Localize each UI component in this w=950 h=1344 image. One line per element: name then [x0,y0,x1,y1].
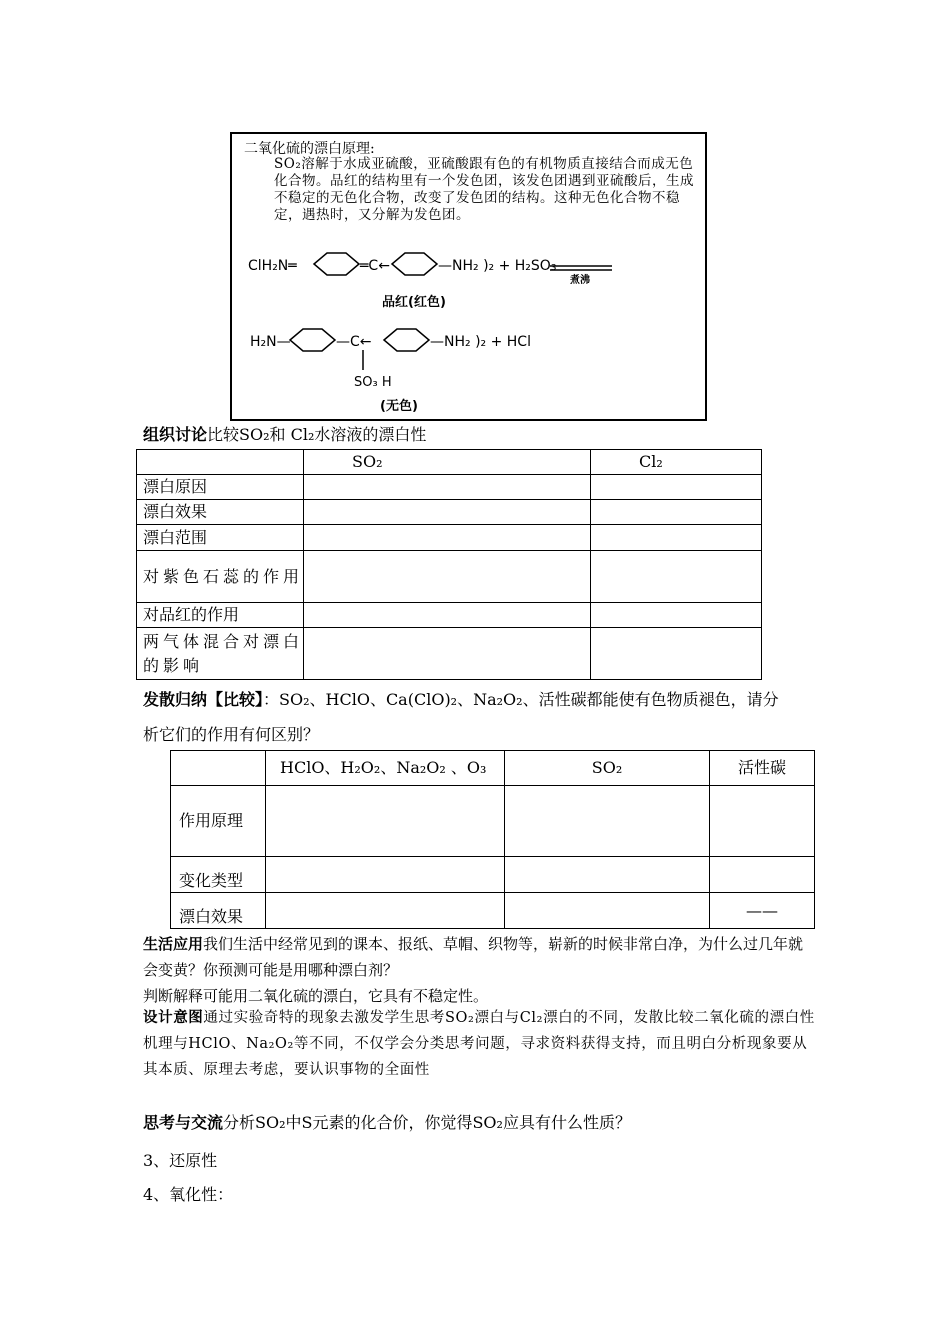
table-row [137,500,762,525]
table-row [171,857,815,893]
eq2-right: —NH₂ )₂ + HCl [430,334,531,350]
benzene-ring-3 [290,329,335,351]
application-text-2: 判断解释可能用二氧化硫的漂白，它具有不稳定性。 [143,987,489,1005]
table-cell [710,857,815,893]
table-cell [505,893,710,929]
benzene-ring-4 [384,329,429,351]
table-header-oxidizers: HClO、H₂O₂、Na₂O₂ 、O₃ [266,751,505,786]
table-cell [304,603,591,628]
table-row [171,786,815,857]
table-row [171,751,815,786]
think-label: 思考与交流 [143,1113,224,1132]
eq1-mid: ═C← [360,258,390,274]
eq2-left: H₂N— [250,334,291,350]
eq1-right: —NH₂ )₂ + H₂SO₃ [438,258,557,274]
label-colorless: (无色) [380,399,418,414]
section-discussion [143,425,426,445]
eq1-left: ClH₂N═ [248,258,297,274]
table-row [137,551,762,603]
box-title: 二氧化硫的漂白原理: [244,141,375,157]
table-header-activated-carbon: 活性碳 [710,751,815,786]
row-label: 对品红的作用 [137,603,304,628]
table-cell [304,525,591,551]
design-intent-text: 通过实验奇特的现象去激发学生思考SO₂漂白与Cl₂漂白的不同，发散比较二氧化硫的漂白性机理与HClO、Na₂O₂等不同，不仅学会分类思考问题，寻求资料获得支持，而且明白分析现象要从其本质、原理去考虑，要认识事物的全面性 [143,1010,815,1078]
table-cell [304,475,591,500]
table-cell [591,603,762,628]
row-label: 对紫色石蕊的作用 [137,551,304,603]
row-label: 漂白原因 [137,475,304,500]
table-cell [591,551,762,603]
application-text: 我们生活中经常见到的课本、报纸、草帽、织物等，崭新的时候非常白净，为什么过几年就会变黄？你预测可能是用哪种漂白剂？ [143,935,804,979]
table-cell [266,786,505,857]
structure-diagram [232,246,701,414]
table-header-so2: SO₂ [505,751,710,786]
section-think [143,1113,631,1133]
table-cell [505,857,710,893]
bleaching-principle-box [230,132,707,421]
eq-condition: 煮沸 [570,275,590,286]
application-label: 生活应用 [143,935,204,953]
compare-label: 发散归纳【比较】 [143,690,264,709]
design-intent-label: 设计意图 [143,1010,204,1026]
eq2-mid: —C← [336,334,372,350]
row-label: 两气体混合对漂白的影响 [137,628,304,680]
row-label: 漂白效果 [137,500,304,525]
benzene-ring-2 [392,253,437,275]
so3h: SO₃ H [354,375,392,390]
table-cell [304,551,591,603]
table-cell [266,893,505,929]
table-header-cl2: Cl₂ [591,450,762,475]
table-cell [710,786,815,857]
table-cell [591,500,762,525]
table-cell [505,786,710,857]
row-label: 变化类型 [171,857,266,893]
think-text: 分析SO₂中S元素的化合价，你觉得SO₂应具有什么性质？ [223,1113,631,1132]
item-oxidizing: 4、氧化性： [143,1185,234,1204]
table-cell [591,525,762,551]
table-header-cell [171,751,266,786]
label-red: 品红(红色) [382,295,446,310]
discussion-label: 组织讨论 [143,425,208,444]
discussion-text: 比较SO₂和 Cl₂水溶液的漂白性 [207,425,427,444]
table-cell [591,628,762,680]
row-label: 漂白范围 [137,525,304,551]
box-text: SO₂溶解于水成亚硫酸，亚硫酸跟有色的有机物质直接结合而成无色化合物。品红的结构里有一个发色团，该发色团遇到亚硫酸后，生成不稳定的无色化合物，改变了发色团的结构。这种无色化合物不稳定，遇热时，又分解为发色团。 [274,156,694,223]
table-row [137,603,762,628]
table-cell [304,628,591,680]
compare-text-2: 析它们的作用有何区别？ [143,725,320,744]
section-compare [143,690,779,710]
row-label: 漂白效果 [171,893,266,929]
section-application [143,931,815,983]
table-row [171,893,815,929]
compare-text: ：SO₂、HClO、Ca(ClO)₂、Na₂O₂、活性碳都能使有色物质褪色，请分 [263,690,779,709]
row-label: 作用原理 [171,786,266,857]
dash-cell: —— [710,893,815,929]
table-header-cell [137,450,304,475]
table-row [137,450,762,475]
table-row [137,475,762,500]
benzene-ring-1 [314,253,359,275]
table-row [137,525,762,551]
table-row [137,628,762,680]
comparison-table-1 [136,449,762,680]
item-reducing: 3、还原性 [143,1151,218,1170]
table-cell [591,475,762,500]
table-cell [304,500,591,525]
table-cell [266,857,505,893]
comparison-table-2 [170,750,815,929]
table-header-so2: SO₂ [304,450,591,475]
section-design-intent [143,1005,815,1083]
